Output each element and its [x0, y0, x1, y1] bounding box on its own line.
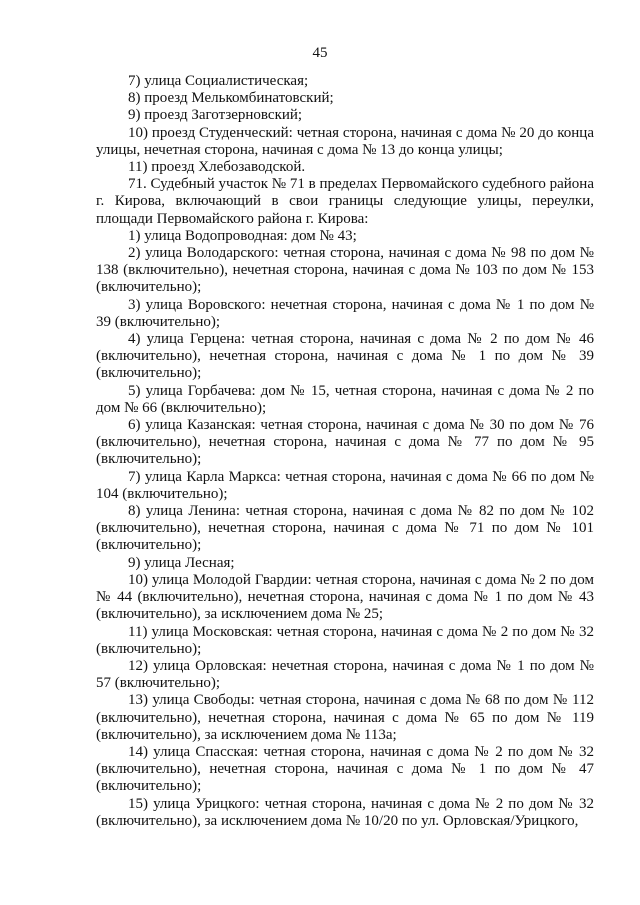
list-item: 15) улица Урицкого: четная сторона, начиная с дома № 2 по дом № 32 (включительно), за исключением дома № 10/20 по ул. Орловская/Урицкого, — [96, 795, 594, 829]
list-item: 7) улица Карла Маркса: четная сторона, начиная с дома № 66 по дом № 104 (включительно); — [96, 468, 594, 502]
list-item: 13) улица Свободы: четная сторона, начиная с дома № 68 по дом № 112 (включительно), нечетная сторона, начиная с дома № 65 по дом № 119 (включительно), за исключением дома № 113а; — [96, 692, 594, 743]
list-item: 8) улица Ленина: четная сторона, начиная с дома № 82 по дом № 102 (включительно), нечетная сторона, начиная с дома № 71 по дом № 101 (включительно); — [96, 503, 594, 554]
list-item: 2) улица Володарского: четная сторона, начиная с дома № 98 по дом № 138 (включительно), нечетная сторона, начиная с дома № 103 по дом № 153 (включительно); — [96, 245, 594, 296]
list-item: 11) улица Московская: четная сторона, начиная с дома № 2 по дом № 32 (включительно); — [96, 623, 594, 657]
list-item: 10) улица Молодой Гвардии: четная сторона, начиная с дома № 2 по дом № 44 (включительно), нечетная сторона, начиная с дома № 1 по дом № 43 (включительно), за исключением дома № 25; — [96, 571, 594, 623]
list-item: 1) улица Водопроводная: дом № 43; — [128, 227, 357, 244]
list-item: 9) улица Лесная; — [128, 554, 235, 571]
list-item: 14) улица Спасская: четная сторона, начиная с дома № 2 по дом № 32 (включительно), нечетная сторона, начиная с дома № 1 по дом № 47 (включительно); — [96, 743, 594, 795]
section-heading-paragraph: 71. Судебный участок № 71 в пределах Первомайского судебного района г. Кирова, включающий в свои границы следующие улицы, переулки, площади Первомайского района г. Кирова: — [96, 176, 594, 227]
list-item: 11) проезд Хлебозаводской. — [128, 159, 306, 176]
list-item: 7) улица Социалистическая; — [128, 73, 309, 89]
list-item: 12) улица Орловская: нечетная сторона, начиная с дома № 1 по дом № 57 (включительно); — [96, 657, 594, 692]
list-item: 5) улица Горбачева: дом № 15, четная сторона, начиная с дома № 2 по дом № 66 (включительно); — [96, 382, 594, 416]
list-item: 9) проезд Заготзерновский; — [128, 107, 303, 124]
list-item: 10) проезд Студенческий: четная сторона, начиная с дома № 20 до конца улицы, нечетная сторона, начиная с дома № 13 до конца улицы; — [96, 124, 594, 158]
list-item: 6) улица Казанская: четная сторона, начиная с дома № 30 по дом № 76 (включительно), нечетная сторона, начиная с дома № 77 по дом № 95 (включительно); — [96, 417, 594, 468]
page-number: 45 — [312, 45, 328, 61]
document-body — [96, 73, 594, 830]
list-item: 3) улица Воровского: нечетная сторона, начиная с дома № 1 по дом № 39 (включительно); — [96, 296, 594, 330]
list-item: 8) проезд Мелькомбинатовский; — [128, 90, 334, 107]
list-item: 4) улица Герцена: четная сторона, начиная с дома № 2 по дом № 46 (включительно), нечетная сторона, начиная с дома № 1 по дом № 39 (включительно); — [96, 331, 594, 382]
